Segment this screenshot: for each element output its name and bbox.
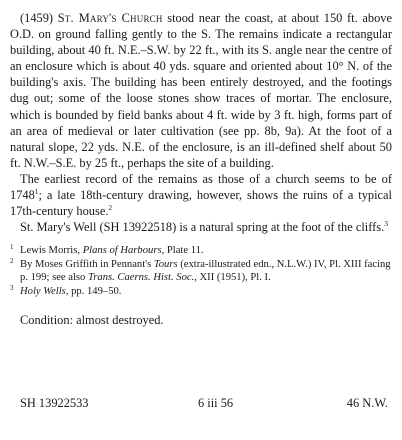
footnote-italic-text: Tours: [153, 258, 178, 270]
footnote-1: 1 Lewis Morris, Plans of Harbours, Plate 11.: [10, 243, 204, 257]
well-paragraph: [10, 219, 392, 235]
grid-reference: SH 13922533: [20, 396, 89, 410]
entry-description: stood near the coast, at about 150 ft. above O.D. on ground falling gently to the S. The remains indicate a rectangular building, about 40 ft. N.E.–S.W. by 22 ft., with its S. angle near the centre of an enclosure which is about 40 yds. square and oriented about 10° N. of the building's axis. The building has been entirely destroyed, and the footings dug out; some of the loose stones show traces of mortar. The enclosure, which is bounded by field banks about 4 ft. wide by 3 ft. high, forms part of an area of medieval or later cultivation (see pp. 8b, 9a). At the foot of a natural slope, 22 yds. N.E. of the enclosure, is an ill-defined shelf about 50 ft. N.W.–S.E. by 25 ft., perhaps the site of a building.: [10, 11, 392, 170]
footnote-text: , XII (1951), Pl. I.: [194, 272, 271, 284]
footnote-text: (extra-illustrated edn., N.L.W.) IV, Pl. XIII facing p. 199; see also: [20, 258, 391, 284]
footnote-italic-text: Holy Wells: [20, 285, 66, 297]
document-page: [10, 10, 392, 328]
footnote-text: , pp. 149–50.: [65, 285, 122, 297]
footnote-italic-text: Trans. Caerns. Hist. Soc.: [87, 272, 195, 284]
visit-date: 6 iii 56: [198, 396, 234, 410]
well-text: St. Mary's Well (SH 13922518) is a natural spring at the foot of the cliffs.: [20, 220, 385, 235]
footnote-text: , Plate 11.: [161, 245, 204, 257]
footnote-3: 3 Holy Wells, pp. 149–50.: [10, 283, 122, 297]
history-text-a: The earliest record of the remains as those of a church seems to be of 1748: [10, 171, 392, 203]
footnote-ref-1: 1: [34, 187, 39, 197]
entry-paragraph: [10, 10, 392, 171]
history-text-b: ; a late 18th-century drawing, however, shows the ruins of a typical 17th-century house.: [10, 188, 392, 219]
condition-line: Condition: almost destroyed.: [20, 312, 164, 327]
map-sheet: 46 N.W.: [346, 396, 388, 410]
entry-title: St. Mary's Church: [57, 11, 163, 25]
footnote-italic-text: Plans of Harbours: [82, 245, 162, 257]
footnote-text: Lewis Morris,: [20, 245, 83, 257]
footnotes: [10, 244, 392, 298]
history-paragraph: [10, 171, 392, 219]
footnote-ref-2: 2: [108, 203, 113, 213]
record-footer: [20, 395, 388, 411]
entry-number: (1459): [20, 11, 54, 25]
footnote-ref-3: 3: [384, 219, 388, 229]
footnote-2: 2 By Moses Griffith in Pennant's Tours (extra-illustrated edn., N.L.W.) IV, Pl. XIII facing p. 199; see also Trans. Caerns. Hist. Soc., XII (1951), Pl. I.: [10, 256, 391, 284]
footnote-text: By Moses Griffith in Pennant's: [20, 258, 154, 270]
